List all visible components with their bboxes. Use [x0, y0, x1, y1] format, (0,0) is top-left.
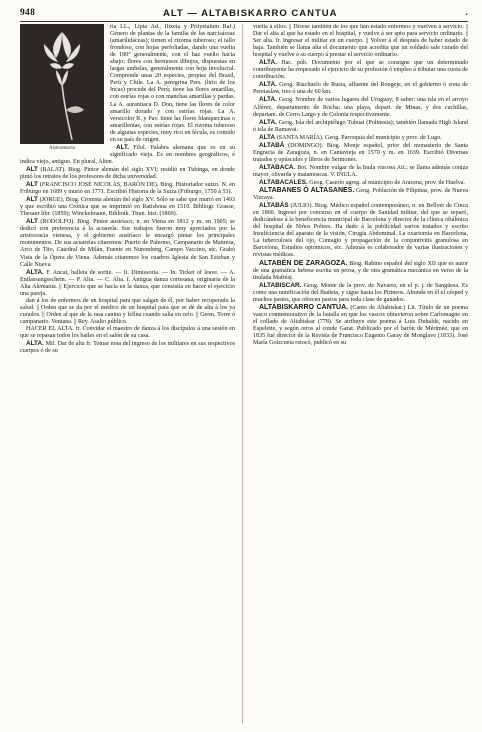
dictionary-entry	[253, 187, 468, 202]
entry-headword: ALTA.	[259, 118, 277, 126]
dictionary-entry	[20, 326, 235, 340]
entry-headword: ALTA.	[26, 268, 44, 276]
dictionary-entry	[20, 166, 235, 181]
right-column	[253, 24, 468, 724]
dictionary-entry	[253, 164, 468, 179]
entry-headword: ALTA.	[259, 59, 277, 67]
entry-text: (BALAT). Biog. Pintor alemán del siglo XVI; residió en Tubinga, en donde pintó los retratos de los profesores de dicha universidad.	[20, 166, 235, 180]
entry-headword: ALTA.	[259, 96, 277, 104]
dictionary-entry	[20, 218, 235, 268]
dictionary-entry	[20, 298, 235, 326]
running-title: ALT — ALTABISKARRO CANTUA	[162, 7, 338, 19]
dictionary-entry	[253, 260, 468, 282]
entry-text: (Canto de Altabiskar.) Lit. Título de un poema vasco conmemorativo de la batalla en que los vascos obtuvieron sobre Carlomagno en el collado de Altabiskar (778). Se atribuye este poema á Luis Duhalde, nacido en Espelette, y según otros al conde Garat. Publicado por el barón de Mérimée, que en 1835 fué director de la Revista de Francisco Eugenio Garay de Monglave (1833). José María Goizcueta retocó, publicó en su	[253, 304, 468, 347]
entry-headword: ALTABANES Ó ALTASANES.	[259, 187, 355, 195]
entry-text: Mil. Dar de alta fr. Tomar nota del ingreso de los militares en sus respectivos cuerpos ó de su	[20, 341, 235, 355]
entry-text: Geog. Monte de la prov. de Navarra, en el p. j. de Sangüesa. Es como una ramificación del Ibañeta, y sigue hasta los Pirineos. Abunda en él el césped y muchos pastos, que ofrecen pastos para toda clase de ganados.	[253, 282, 468, 303]
entry-text: (DOMINGO). Biog. Monje español, prior del monasterio de Santa Engracia de Zaragoza, n. en Cantavieja en 1570 y m. en 1639. Escribió Diversas tratados y opúsculos y libros de Sermones.	[253, 142, 468, 163]
entry-text: Bot. Nombre vulgar de la Inula viscosa Ait.; se llama además coniza mayor, olivarda y matamoscas. V. INULA.	[253, 164, 468, 178]
entry-text: (JORGE). Biog. Cronista alemán del siglo XV. Sólo se sabe que murió en 1493 y que escribió una Crónica que se imprimió en Ratisbona en 1510. Bibliogr. Grasse, Thesaur libr. (1859); Winckelmann, Bibliotk. Tiran. hist. (1869).	[20, 197, 235, 218]
alstroemeria-illustration	[20, 24, 104, 144]
dictionary-entry	[253, 81, 468, 96]
entry-headword: ALTABÁ	[259, 141, 285, 149]
entry-headword: ALT	[26, 181, 38, 189]
dictionary-entry	[20, 196, 235, 218]
page-header	[20, 6, 468, 20]
header-mark: .	[465, 8, 468, 18]
entry-text: Filol. Palabra alemana que es en su significado vieja. Es en nombres geográficos, é indica viejo, antiguo. En plural, Alten.	[20, 144, 235, 165]
entry-text: (RODOLFO). Biog. Pintor austríaco, n. en Viena en 1812 y m. en 1905; se dedicó con preferencia á la acuarela. Sus trabajos fueron muy apreciados por la aristocracia vienesa, y el gobierno austríaco le encargó pintar los principales monumentos. De sus acuarelas citaremos: Puerto de Palermo, Campanario de Manresa, Arco de Tito, Catedral de Milán, Fuente en Nuremberg, Campo Vaccino, etc. Grabó Vista de la Ópera de Viena. Además citaremos los cuadros Iglesia de San Esteban y Calle Nueva.	[20, 219, 235, 268]
entry-headword: ALTA	[259, 133, 276, 141]
dictionary-entry	[253, 59, 468, 81]
entry-headword: ALTABISKARRO CANTUA.	[259, 303, 349, 311]
entry-text: Hac. púb. Documento por el que se consigne que un determinado contribuyente ha empezado el ejercicio de su profesión ó empleo á tributar una cuota de contribución.	[253, 60, 468, 81]
dictionary-entry	[253, 134, 468, 142]
entry-text: (SANTA MARÍA). Geog. Parroquia del municipio y prov. de Lugo.	[276, 134, 442, 141]
entry-headword: ALTABACA.	[259, 163, 296, 171]
entry-headword: ALTA.	[26, 340, 44, 348]
entry-text: (JULIO). Biog. Médico español contemporáneo, n. en Bellver de Cinca en 1860. Ingresó por concurso en el cuerpo de Sanidad militar, del que se separó, dedicándose á la beneficencia municipal de Barcelona y director de la clínica oftálmica del hospital de Niños Pobres. Ha dado á la publicidad varios tratados y escrito Insuficiencia del aparato de la visión, Cirugía Abdominal. La oxartomia en Barcelona, La tuberculosis del ojo, Contagio y propagación de la conjuntivitis granulosa en Barcelona, Estudios optómicos, etc. Además es colaborador de varias ilustraciones y revistas médicas.	[253, 203, 468, 259]
entry-headword: ALT	[26, 218, 38, 226]
entry-text: (FRANCISCO JOSÉ NICOLÁS, BARÓN DE). Biog. Historiador suizo. N. en Friburgo en 1689 y murió en 1771. Escribió Historia de la Suiza (Friburgo, 1750 á 53).	[20, 182, 235, 196]
entry-text: vuelta á ellos. || Dícese también de los que han estado enfermos y vuelven á servicio. || Dar el alta al que ha estado en el hospital, y vuelve á ser apto para servicio ordinario. || Ser alta. fr. Ingresar el militar en un cuerpo. || Volver á él después de haber estado de baja. También se llama alta el documento que acredita que un soldado sale curado del hospital y vuelve á su cuerpo á prestar el servicio ordinario.	[253, 24, 468, 59]
left-column	[20, 24, 235, 724]
entry-text: Geog. Riachuelo de Rusia, afluente del Rougeje, en el gobierno ó zona de Pereiaslaw, tres ó una de 60 km.	[253, 82, 468, 96]
figure-caption: Alstroemeria	[48, 146, 76, 151]
entry-text: ria LL., Lipta Ad., Ilixeia y Prilyetalum Raf.) Género de plantas de la familia de las narcisáceas (amarilidáceas); tienen el rizoma tuberoso; el tallo frondoso, con hojas perfoliadas, dando una vuelta de 180° generalmente, con el haz vuelto hacia abajo; flores con hermosos dibujos, dispuestas en largas umbelas, generalmente con hoja involucral. Comprende unas 20 especies, propias del Brasil, Perú y Chile. La A. peregrina Pers. (lirio de los Incas) procede del Perú; tiene las flores amarillas, con estrías rojas o con manchas amarillas y pardas. La A. aurantiaca D. Don, tiene las flores de color amarillo dorado y con estrías rojas. La A. versicolor R. y Pav. tiene las flores blanquecinas o amarillentas, con estrías rojas. El rizoma tuberoso de algunas especies, muy rico en fécula, es comido en su país de origen.	[110, 24, 235, 143]
dictionary-entry	[253, 202, 468, 259]
entry-text: Geog. Población de Filipinas, prov. de Nueva Vizcaya.	[253, 188, 468, 202]
entry-headword: ALT	[26, 165, 38, 173]
entry-text: Geog. Nombre de varios lugares del Uruguay; 8 saber: una isla en el arroyo Alférez, departamento de Rocha; una playa, depart. de Minas, y dos cuchillas, departam. de Cerro Largo y de Colonia respectivamente.	[253, 97, 468, 118]
column-divider	[242, 24, 243, 724]
entry-headword: ALT	[26, 196, 38, 204]
entry-headword: ALTABÉN DE ZARAGOZA.	[259, 259, 348, 267]
figure	[20, 24, 104, 152]
entry-text: HACER EL ALTA. fr. Convidar el maestro de danza á los discípulos á una sesión en que se repasan todos los bailes en el salón de su casa.	[20, 325, 235, 340]
dictionary-entry	[253, 24, 468, 59]
entry-headword: ALT.	[116, 143, 130, 151]
dictionary-entry	[253, 282, 468, 304]
dictionary-entry	[253, 142, 468, 164]
entry-text: F. Ancat, halleta de sortie. — It. Dimissoria. — In. Ticket of leave. — A. Entlassungsschein. — P. Alta. — C. Alta. f. Antigua danza cortesana, originaria de la Alta Alemania. || Ejercicio que se hacía en la danza, que consistía en hacer el ejercicio una pareja.	[20, 269, 235, 297]
dictionary-entry	[20, 181, 235, 196]
dictionary-entry	[253, 304, 468, 347]
entry-text: Geog. Caserío agreg. al municipio de Aracena, prov. de Huelva.	[309, 179, 465, 186]
dictionary-entry	[253, 96, 468, 118]
entry-text: Geog. Isla del archipiélago Tubuai (Polinesia); también llamada High Island ó isla de Ramavai.	[253, 119, 468, 133]
dictionary-entry	[20, 269, 235, 298]
entry-headword: ALTA.	[259, 81, 277, 89]
entry-text: Biog. Rabino español del siglo XII que es autor de una gramática hebrea escrita en prosa, y de otra gramática mecánica en verso de la titulada Maftéaj.	[253, 260, 468, 281]
entry-headword: ALTABISCAR.	[259, 281, 302, 289]
entry-text: dan á los de enfermos de un hospital para que salgan de él, por haber recuperado la salud. || Orden que se da por el médico de un hospital para que se dé de alta á los ya curados. || Orden al que de la rasa canina y fellna cuando salía en celo. || Germ. Torre ó campanario. Ventana. || Rey. Asalto público.	[20, 297, 235, 325]
dictionary-entry	[253, 179, 468, 187]
entry-headword: ALTABACALES.	[259, 178, 308, 186]
header-rule	[20, 21, 468, 22]
dictionary-entry	[20, 340, 235, 355]
page-number: 948	[20, 8, 36, 18]
entry-headword: ALTABÁS	[259, 202, 289, 210]
dictionary-entry	[253, 119, 468, 134]
